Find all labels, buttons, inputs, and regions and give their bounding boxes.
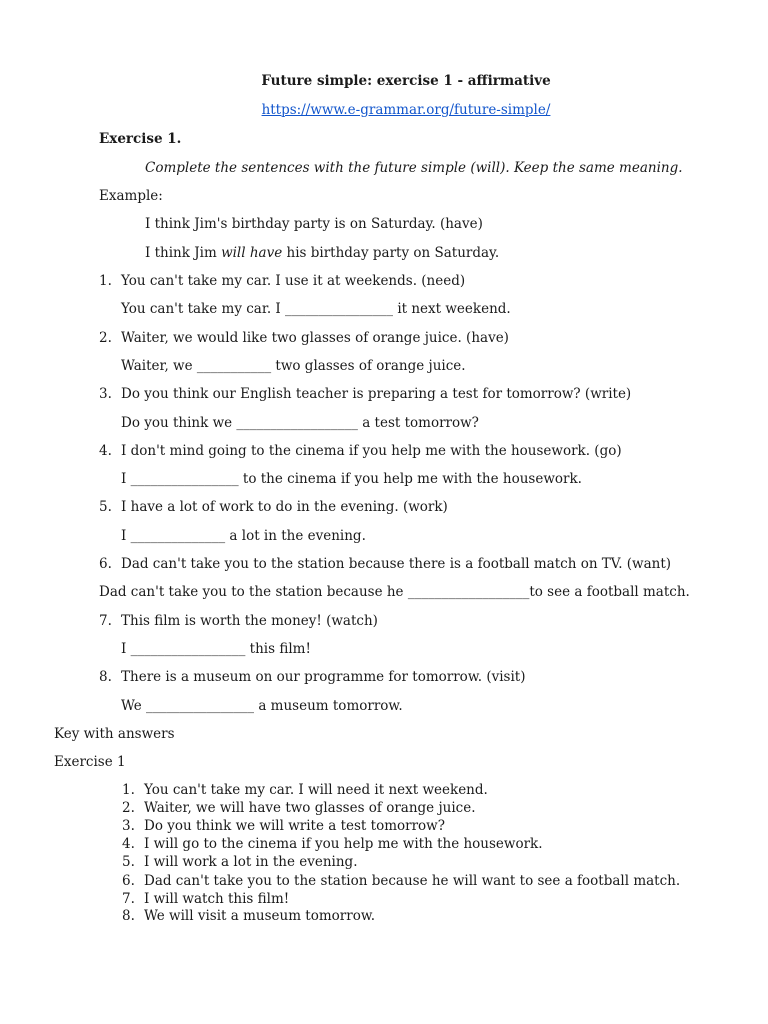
example-label: Example: <box>99 188 163 204</box>
exercise-item-5-prompt <box>99 499 448 515</box>
answer-number: 1. <box>122 782 135 798</box>
exercise-instruction: Complete the sentences with the future simple (will). Keep the same meaning. <box>145 160 683 176</box>
exercise-item-5-gap: I ______________ a lot in the evening. <box>121 528 366 544</box>
page-title: Future simple: exercise 1 - affirmative <box>261 73 551 89</box>
answer-item-5 <box>122 854 357 870</box>
answer-item-3 <box>122 818 445 834</box>
answer-item-1 <box>122 782 488 798</box>
item-prompt: You can't take my car. I use it at weekends. (need) <box>121 273 466 289</box>
answer-item-6 <box>122 873 680 889</box>
item-prompt: There is a museum on our programme for tomorrow. (visit) <box>121 669 526 685</box>
item-number: 8. <box>99 669 112 685</box>
exercise-item-7-prompt <box>99 613 378 629</box>
exercise-item-4-gap: I ________________ to the cinema if you help me with the housework. <box>121 471 582 487</box>
exercise-item-6-gap: Dad can't take you to the station because he __________________to see a football match. <box>99 584 690 600</box>
answer-text: I will go to the cinema if you help me with the housework. <box>144 836 543 852</box>
answer-number: 5. <box>122 854 135 870</box>
item-number: 1. <box>99 273 112 289</box>
example-answer-post: his birthday party on Saturday. <box>282 245 500 261</box>
exercise-item-1-prompt <box>99 273 465 289</box>
answer-number: 2. <box>122 800 135 816</box>
answer-number: 6. <box>122 873 135 889</box>
example-answer-italic: will have <box>221 245 283 261</box>
example-answer <box>145 245 499 261</box>
item-prompt: I don't mind going to the cinema if you help me with the housework. (go) <box>121 443 622 459</box>
item-prompt: Waiter, we would like two glasses of orange juice. (have) <box>121 330 509 346</box>
answer-number: 4. <box>122 836 135 852</box>
exercise-item-2-gap: Waiter, we ___________ two glasses of orange juice. <box>121 358 466 374</box>
answer-item-2 <box>122 800 476 816</box>
answer-text: Dad can't take you to the station because he will want to see a football match. <box>144 873 681 889</box>
example-sentence: I think Jim's birthday party is on Saturday. (have) <box>145 216 483 232</box>
key-heading: Key with answers <box>54 726 175 742</box>
answer-text: We will visit a museum tomorrow. <box>144 908 376 924</box>
exercise-item-2-prompt <box>99 330 509 346</box>
item-prompt: Do you think our English teacher is preparing a test for tomorrow? (write) <box>121 386 632 402</box>
answer-item-8 <box>122 908 375 924</box>
answer-item-7 <box>122 891 289 907</box>
exercise-heading: Exercise 1. <box>99 131 182 147</box>
item-number: 6. <box>99 556 112 572</box>
item-number: 4. <box>99 443 112 459</box>
answer-text: I will work a lot in the evening. <box>144 854 358 870</box>
item-prompt: I have a lot of work to do in the evening. (work) <box>121 499 448 515</box>
exercise-item-6-prompt <box>99 556 671 572</box>
exercise-item-4-prompt <box>99 443 622 459</box>
source-link[interactable]: https://www.e-grammar.org/future-simple/ <box>261 102 551 118</box>
item-number: 5. <box>99 499 112 515</box>
item-number: 3. <box>99 386 112 402</box>
item-number: 2. <box>99 330 112 346</box>
answer-text: You can't take my car. I will need it next weekend. <box>144 782 488 798</box>
answer-text: Do you think we will write a test tomorrow? <box>144 818 445 834</box>
answer-number: 7. <box>122 891 135 907</box>
exercise-item-1-gap: You can't take my car. I ________________ it next weekend. <box>121 301 511 317</box>
item-prompt: This film is worth the money! (watch) <box>121 613 378 629</box>
exercise-item-3-prompt <box>99 386 631 402</box>
example-answer-pre: I think Jim <box>145 245 222 261</box>
item-prompt: Dad can't take you to the station because there is a football match on TV. (want) <box>121 556 672 572</box>
item-number: 7. <box>99 613 112 629</box>
exercise-item-3-gap: Do you think we __________________ a test tomorrow? <box>121 415 479 431</box>
exercise-item-8-prompt <box>99 669 526 685</box>
answer-number: 3. <box>122 818 135 834</box>
answer-text: I will watch this film! <box>144 891 290 907</box>
exercise-item-7-gap: I _________________ this film! <box>121 641 311 657</box>
answer-number: 8. <box>122 908 135 924</box>
key-subheading: Exercise 1 <box>54 754 126 770</box>
answer-text: Waiter, we will have two glasses of orange juice. <box>144 800 476 816</box>
answer-item-4 <box>122 836 543 852</box>
exercise-item-8-gap: We ________________ a museum tomorrow. <box>121 698 403 714</box>
